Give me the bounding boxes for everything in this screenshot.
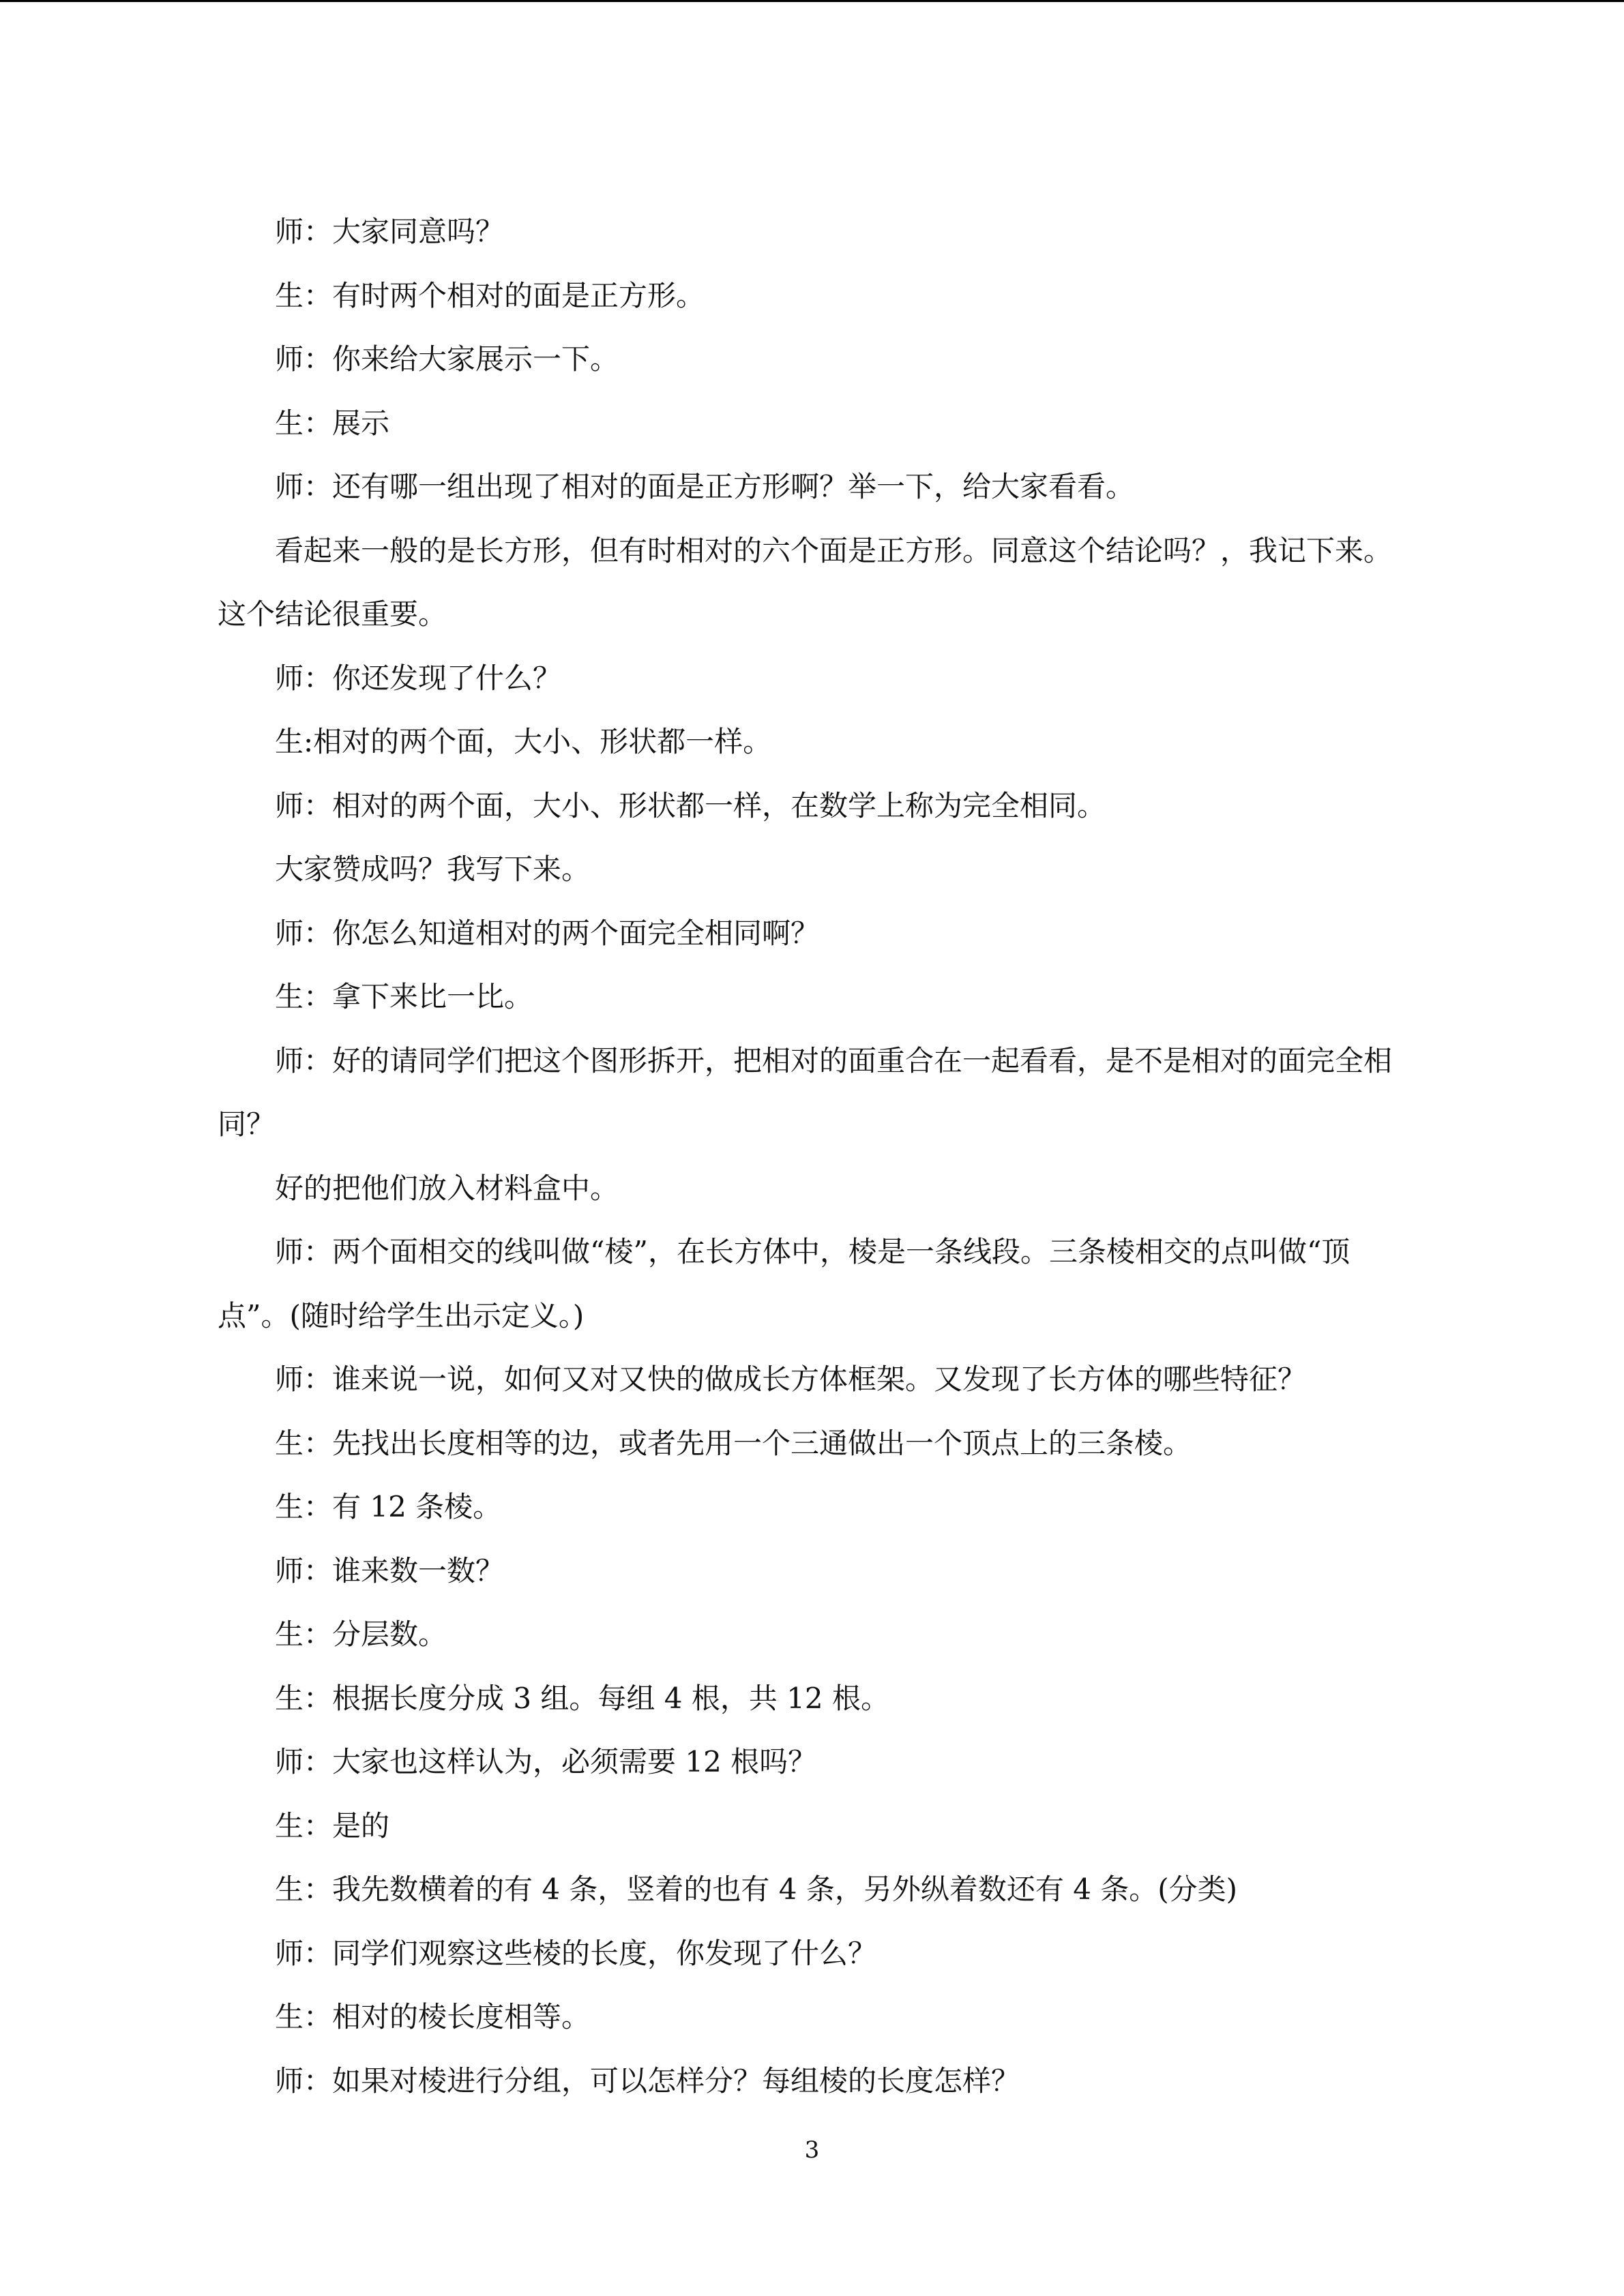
dialogue-line: 好的把他们放入材料盒中。 — [275, 1171, 619, 1205]
dialogue-line: 点”。(随时给学生出示定义。) — [218, 1298, 585, 1332]
document-body — [218, 200, 1406, 2113]
dialogue-line: 师：同学们观察这些棱的长度，你发现了什么？ — [275, 1936, 877, 1970]
dialogue-line: 生：先找出长度相等的边，或者先用一个三通做出一个顶点上的三条棱。 — [275, 1426, 1192, 1460]
dialogue-line: 大家赞成吗？我写下来。 — [275, 852, 591, 886]
dialogue-line: 师：大家也这样认为，必须需要 12 根吗？ — [275, 1745, 817, 1778]
dialogue-line: 师：谁来数一数？ — [275, 1553, 505, 1587]
dialogue-line: 生：根据长度分成 3 组。每组 4 根，共 12 根。 — [275, 1681, 889, 1715]
dialogue-line: 生：有 12 条棱。 — [275, 1490, 502, 1523]
dialogue-line: 生：展示 — [275, 406, 390, 440]
dialogue-line: 师：好的请同学们把这个图形拆开，把相对的面重合在一起看看，是不是相对的面完全相 — [275, 1043, 1393, 1077]
dialogue-line: 师：你怎么知道相对的两个面完全相同啊？ — [275, 916, 820, 950]
dialogue-line: 同？ — [218, 1107, 276, 1141]
dialogue-line: 看起来一般的是长方形，但有时相对的六个面是正方形。同意这个结论吗？，我记下来。 — [275, 533, 1393, 567]
dialogue-line: 生：拿下来比一比。 — [275, 980, 533, 1013]
dialogue-line: 师：如果对棱进行分组，可以怎样分？每组棱的长度怎样？ — [275, 2063, 1020, 2098]
dialogue-line: 师：你来给大家展示一下。 — [275, 342, 619, 376]
top-border-line — [0, 0, 1624, 2]
dialogue-line: 生：我先数横着的有 4 条，竖着的也有 4 条，另外纵着数还有 4 条。(分类) — [275, 1873, 1238, 1906]
dialogue-line: 生：是的 — [275, 1808, 390, 1843]
dialogue-line: 师：相对的两个面，大小、形状都一样，在数学上称为完全相同。 — [275, 788, 1106, 822]
dialogue-line: 生：分层数。 — [275, 1617, 447, 1651]
page-number: 3 — [804, 2136, 820, 2164]
dialogue-line: 师：谁来说一说，如何又对又快的做成长方体框架。又发现了长方体的哪些特征？ — [275, 1362, 1307, 1396]
dialogue-line: 师：大家同意吗？ — [275, 215, 505, 248]
dialogue-line: 生：相对的棱长度相等。 — [275, 2000, 591, 2033]
dialogue-line: 这个结论很重要。 — [218, 597, 447, 631]
dialogue-line: 师：两个面相交的线叫做“棱”，在长方体中，棱是一条线段。三条棱相交的点叫做“顶 — [275, 1235, 1350, 1268]
dialogue-line: 师：你还发现了什么？ — [275, 661, 562, 695]
dialogue-line: 生：有时两个相对的面是正方形。 — [275, 278, 705, 312]
dialogue-line: 师：还有哪一组出现了相对的面是正方形啊？举一下，给大家看看。 — [275, 470, 1135, 503]
dialogue-line: 生:相对的两个面，大小、形状都一样。 — [275, 725, 772, 758]
